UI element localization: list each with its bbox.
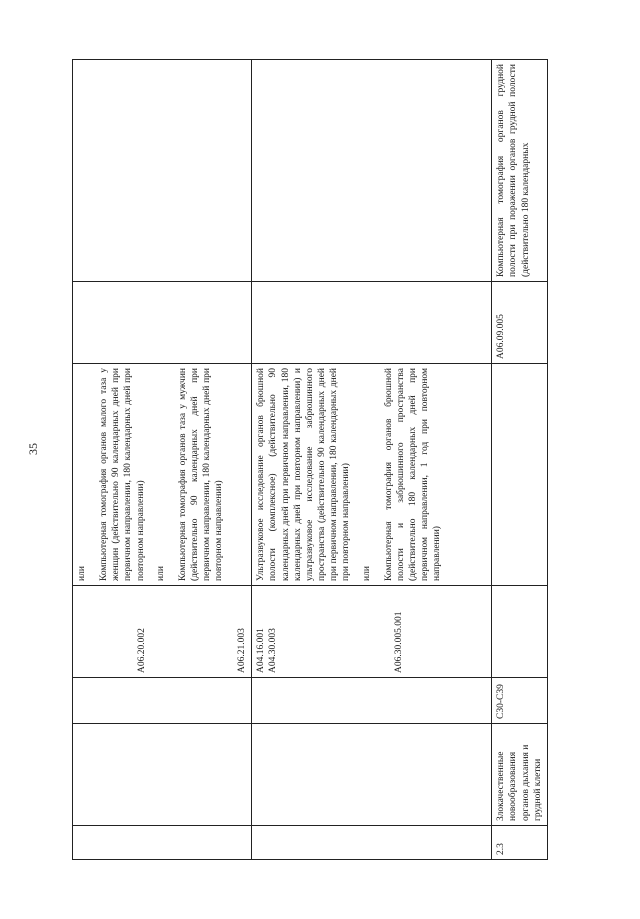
service-description-cell (492, 364, 548, 586)
disease-cell (73, 724, 252, 826)
row-number-cell (73, 826, 252, 860)
row-number-cell (252, 826, 492, 860)
row-number-cell: 2.3 (492, 826, 548, 860)
table-row (492, 60, 548, 860)
or-label: или (77, 566, 87, 581)
table-row (252, 60, 492, 860)
service-description-2-cell (252, 60, 492, 282)
service-code: A06.21.003 (237, 628, 248, 673)
requirements-table (72, 59, 548, 860)
service-description-cell (73, 364, 252, 586)
service-code-cell (252, 586, 492, 678)
service-description: Компьютерная томография органов брюшной полости и забрюшинного пространства (действительно 180 календарных дней при первичном направлении, 1 год при повторном направлении) (383, 368, 443, 581)
service-description-2-cell: Компьютерная томография органов грудной полости при поражении органов грудной полости (действительно 180 календарных (492, 60, 548, 282)
service-code: A06.20.002 (137, 628, 147, 673)
or-label: или (155, 566, 166, 581)
page-number: 35 (26, 443, 40, 455)
service-code: A04.30.003 (268, 628, 279, 673)
service-code: A06.30.005.001 (393, 611, 404, 673)
service-code-cell (492, 586, 548, 678)
icd-code-cell (73, 678, 252, 724)
service-code-2-cell (73, 282, 252, 364)
icd-code-cell: C30-C39 (492, 678, 548, 724)
service-description: Компьютерная томография органов таза у мужчин (действительно 90 календарных дней при первичном направлении, 180 календарных дней при повторном направлении) (177, 368, 225, 581)
icd-code-cell (252, 678, 492, 724)
service-code: A04.16.001 (256, 628, 267, 673)
service-code-2-cell (252, 282, 492, 364)
disease-cell (252, 724, 492, 826)
table-row (73, 60, 252, 860)
service-description: Компьютерная томография органов малого таза у женщин (действительно 90 календарных дней при первичном направлении, 180 календарных дней при повторном направлении) (99, 368, 146, 581)
disease-cell: Злокачественные новообразования органов дыхания и грудной клетки (492, 724, 548, 826)
rotated-page (72, 60, 543, 860)
service-description: Ультразвуковое исследование органов брюшной полости (комплексное) (действительно 90 календарных дней при первичном направлении, 180 календарных дней при повторном направлении) и ультразвуковое исследование забрюшинного пространства (действительно 90 календарных дней при первичном направлении, 180 календарных дней при повторном направлении) (256, 368, 352, 581)
or-label: или (361, 566, 372, 581)
service-code-2-cell: A06.09.005 (492, 282, 548, 364)
service-description-2-cell (73, 60, 252, 282)
service-description-cell (252, 364, 492, 586)
service-code-cell (73, 586, 252, 678)
